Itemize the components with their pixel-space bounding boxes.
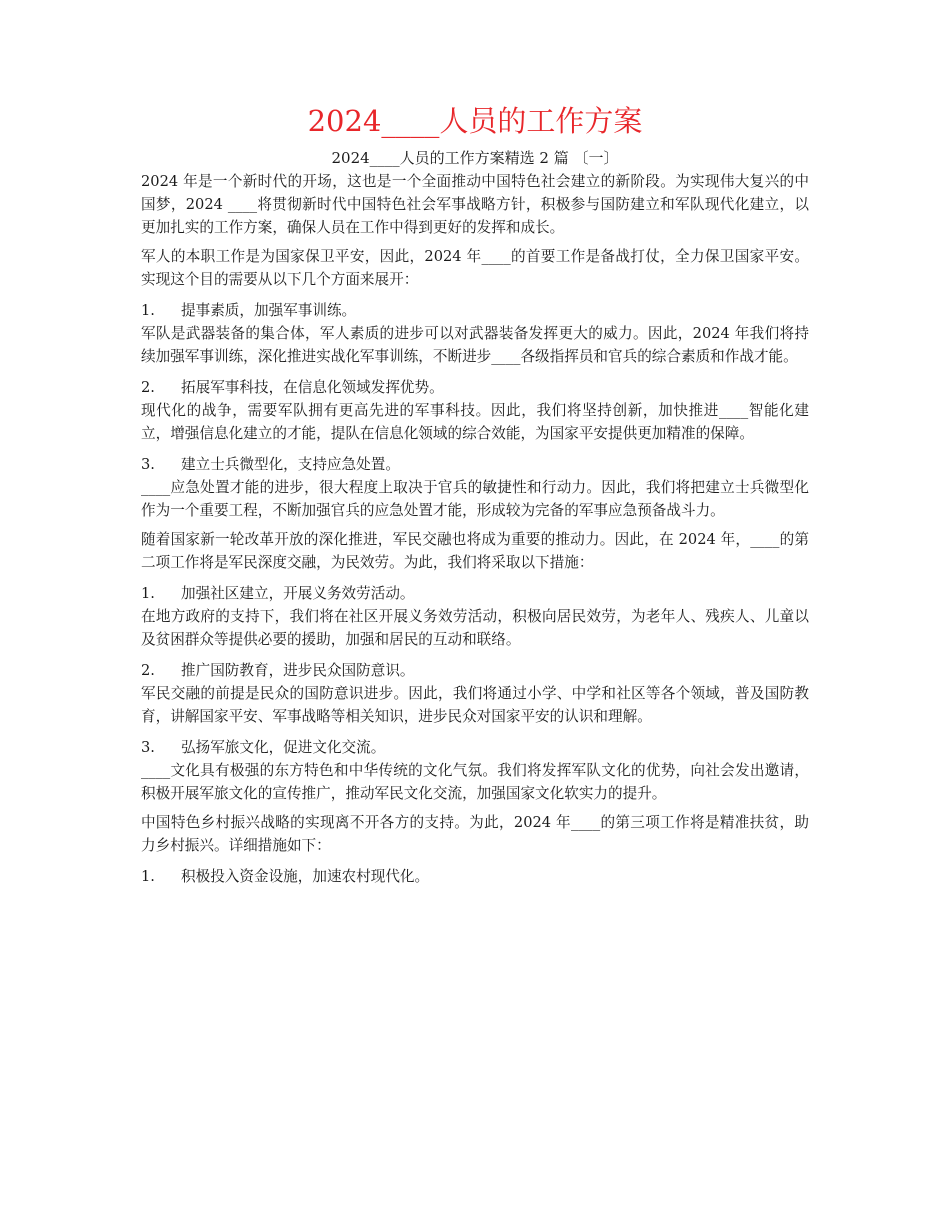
item-heading: 提事素质，加强军事训练。: [181, 302, 357, 319]
item-number: 1.: [141, 585, 155, 602]
document-page: [141, 100, 809, 888]
numbered-item: [141, 865, 809, 888]
item-heading: 加强社区建立，开展义务效劳活动。: [181, 585, 415, 602]
paragraph: 中国特色乡村振兴战略的实现离不开各方的支持。为此，2024 年____的第三项工作将是精准扶贫，助力乡村振兴。详细措施如下：: [141, 814, 809, 854]
paragraph: ____应急处置才能的进步，很大程度上取决于官兵的敏捷性和行动力。因此，我们将把建立士兵微型化作为一个重要工程，不断加强官兵的应急处置才能，形成较为完备的军事应急预备战斗力。: [141, 479, 809, 519]
item-number: 3.: [141, 456, 155, 473]
item-number: 1.: [141, 302, 155, 319]
paragraph: 随着国家新一轮改革开放的深化推进，军民交融也将成为重要的推动力。因此，在 2024 年，____的第二项工作将是军民深度交融，为民效劳。为此，我们将采取以下措施：: [141, 531, 809, 571]
item-heading: 建立士兵微型化，支持应急处置。: [181, 456, 400, 473]
paragraph: 军队是武器装备的集合体，军人素质的进步可以对武器装备发挥更大的威力。因此，2024 年我们将持续加强军事训练，深化推进实战化军事训练，不断进步____各级指挥员和官兵的综合素质和作战才能。: [141, 325, 809, 365]
document-subtitle: 2024____人员的工作方案精选 2 篇 〔一〕: [331, 149, 619, 167]
paragraph: 军人的本职工作是为国家保卫平安，因此，2024 年____的首要工作是备战打仗，全力保卫国家平安。实现这个目的需要从以下几个方面来展开：: [141, 248, 809, 288]
numbered-item: [141, 299, 809, 322]
item-number: 3.: [141, 739, 155, 756]
paragraph: 在地方政府的支持下，我们将在社区开展义务效劳活动，积极向居民效劳，为老年人、残疾人、儿童以及贫困群众等提供必要的援助，加强和居民的互动和联络。: [141, 608, 809, 648]
numbered-item: [141, 736, 809, 759]
item-heading: 弘扬军旅文化，促进文化交流。: [181, 739, 386, 756]
paragraph: 军民交融的前提是民众的国防意识进步。因此，我们将通过小学、中学和社区等各个领域，普及国防教育，讲解国家平安、军事战略等相关知识，进步民众对国家平安的认识和理解。: [141, 685, 809, 725]
item-heading: 积极投入资金设施，加速农村现代化。: [181, 868, 430, 885]
paragraph: 2024 年是一个新时代的开场，这也是一个全面推动中国特色社会建立的新阶段。为实现伟大复兴的中国梦，2024 ____将贯彻新时代中国特色社会军事战略方针，积极参与国防建立和军队现代化建立，以更加扎实的工作方案，确保人员在工作中得到更好的发挥和成长。: [141, 173, 809, 236]
numbered-item: [141, 376, 809, 399]
numbered-item: [141, 453, 809, 476]
numbered-item: [141, 659, 809, 682]
item-heading: 拓展军事科技，在信息化领域发挥优势。: [181, 379, 444, 396]
item-number: 1.: [141, 868, 155, 885]
document-body: [141, 170, 809, 888]
paragraph: ____文化具有极强的东方特色和中华传统的文化气氛。我们将发挥军队文化的优势，向社会发出邀请，积极开展军旅文化的宣传推广，推动军民文化交流，加强国家文化软实力的提升。: [141, 762, 809, 802]
paragraph: 现代化的战争，需要军队拥有更高先进的军事科技。因此，我们将坚持创新，加快推进____智能化建立，增强信息化建立的才能，提队在信息化领域的综合效能，为国家平安提供更加精准的保障。: [141, 402, 809, 442]
item-number: 2.: [141, 662, 155, 679]
numbered-item: [141, 582, 809, 605]
item-heading: 推广国防教育，进步民众国防意识。: [181, 662, 415, 679]
item-number: 2.: [141, 379, 155, 396]
document-title: 2024____人员的工作方案: [307, 104, 643, 138]
